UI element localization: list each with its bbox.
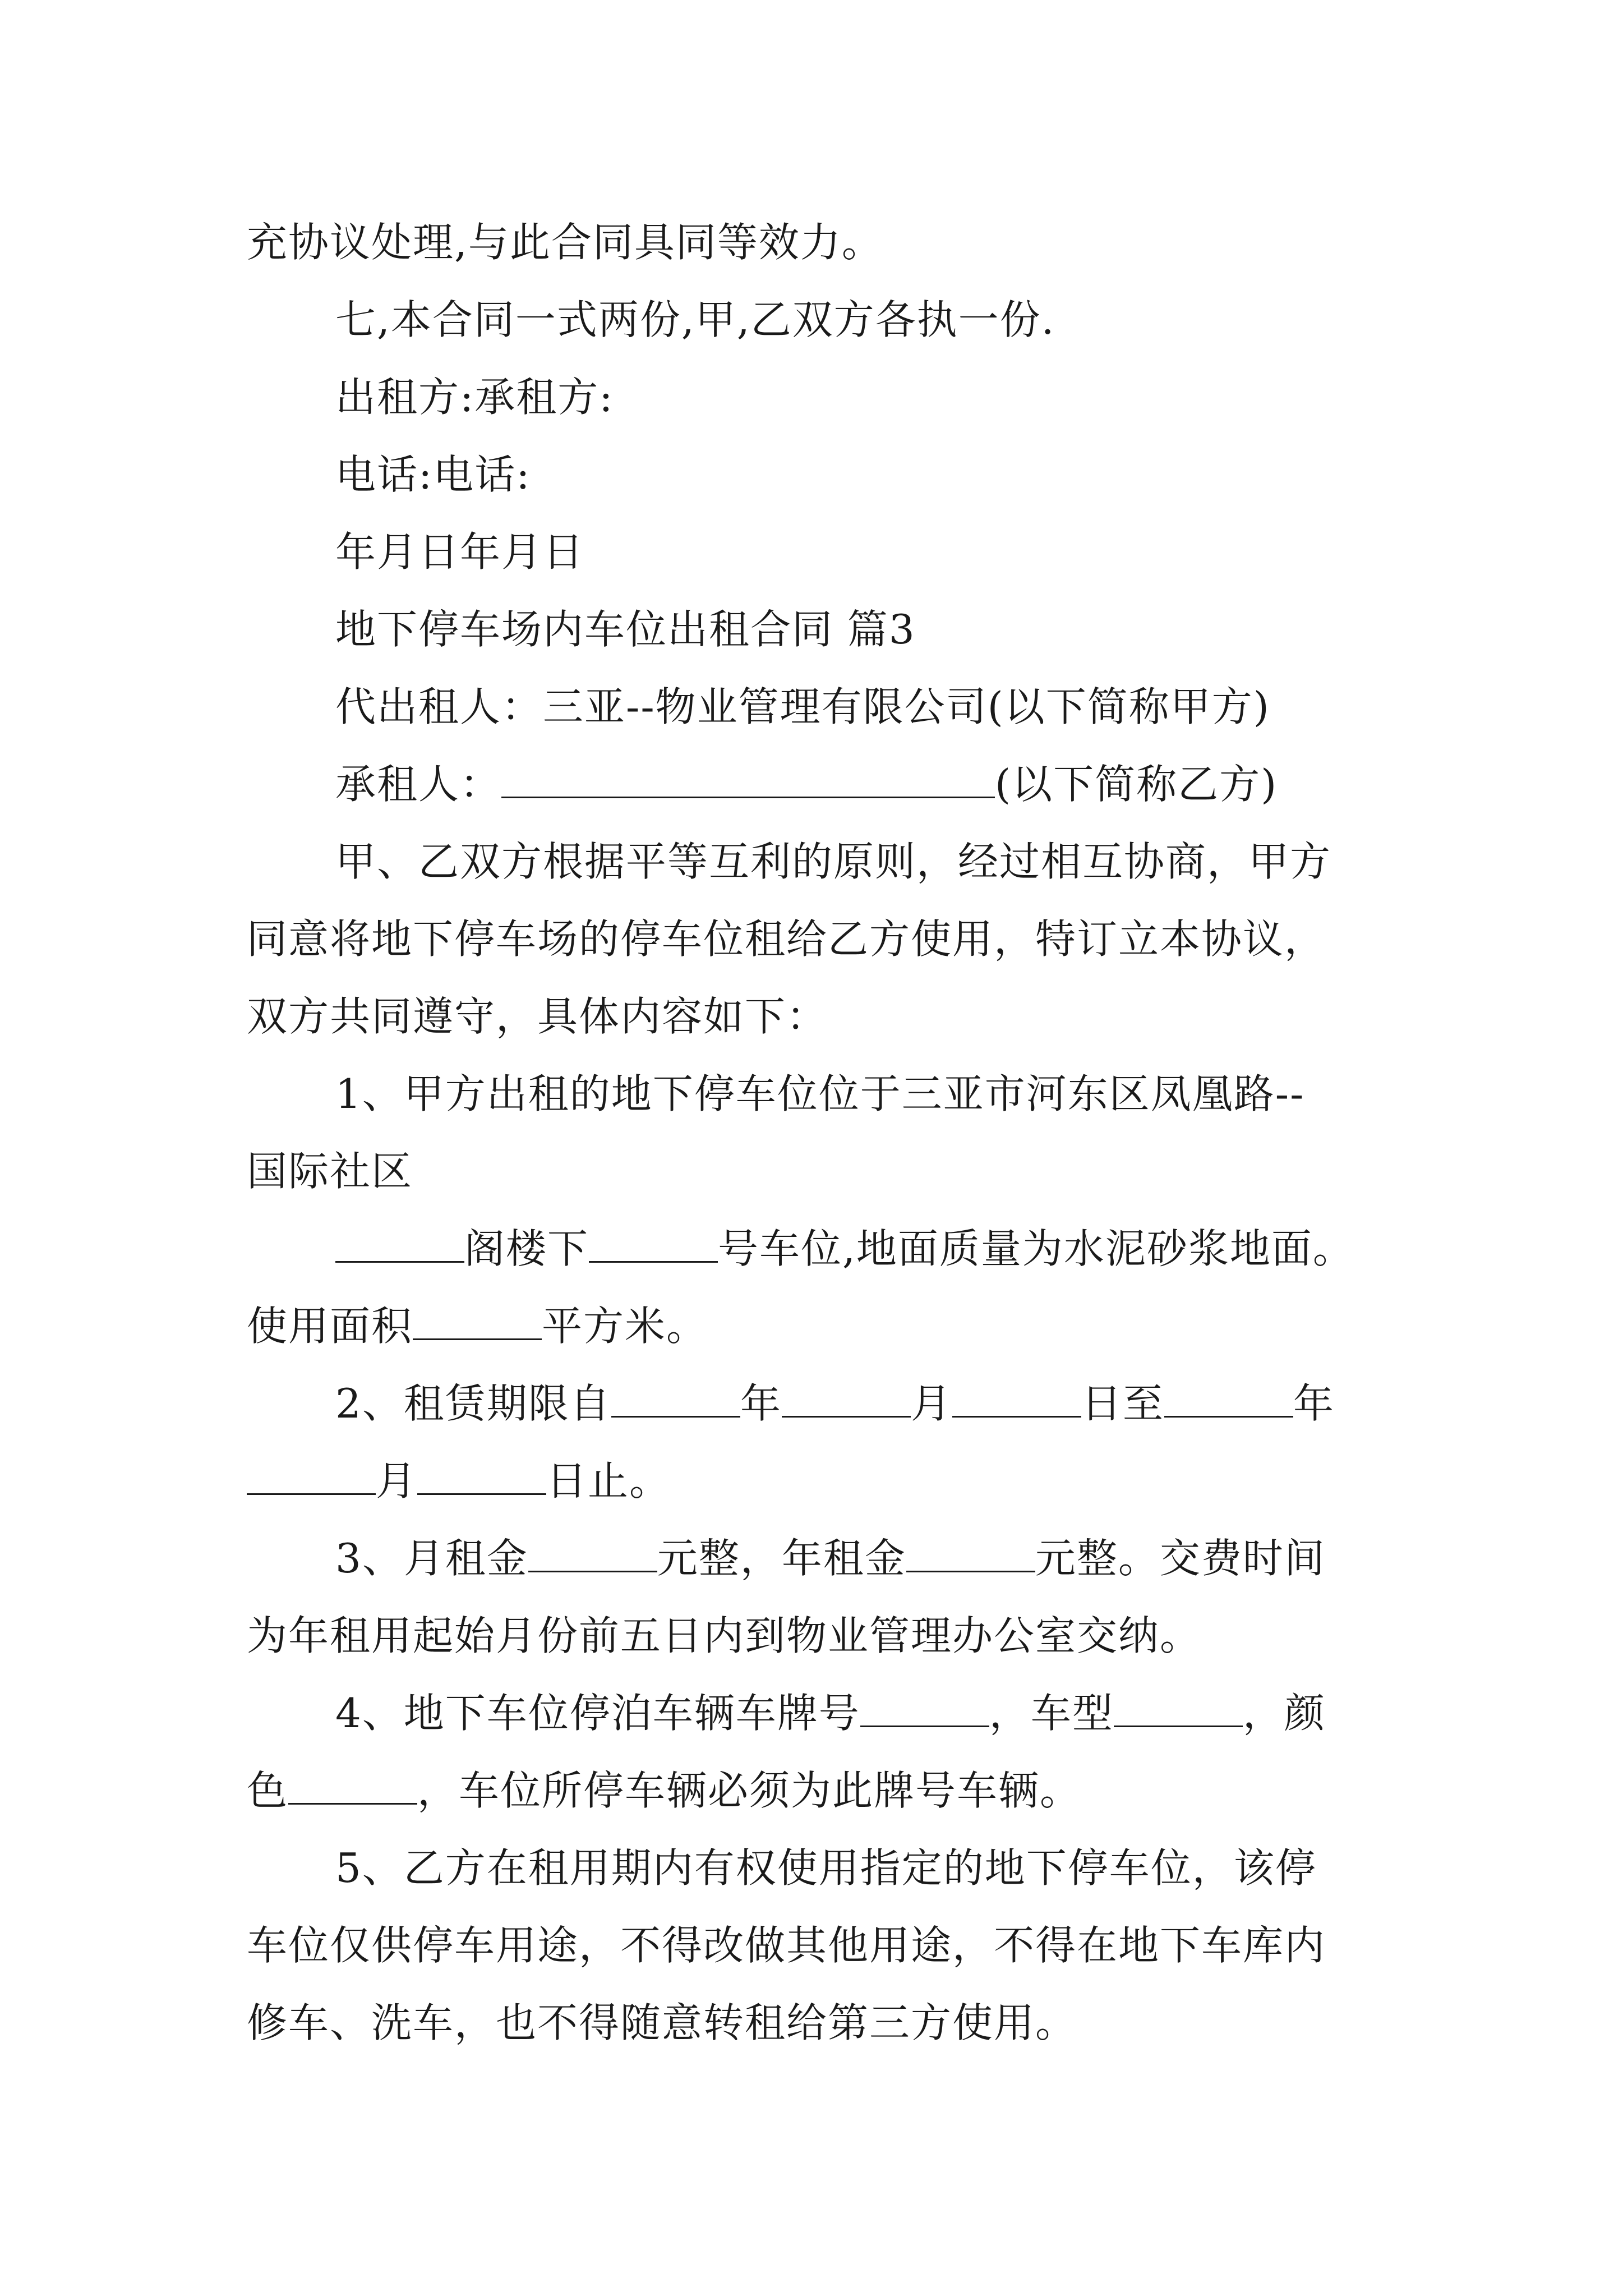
blank-underline [247,1458,376,1495]
blank-underline [906,1536,1035,1572]
text-line-13 [247,1138,1402,1205]
text: 七,本合同一式两份,甲,乙双方各执一份. [335,296,1055,343]
text-line-15 [247,1292,1402,1360]
text-line-8 [335,751,1402,818]
blank-underline [589,1226,718,1263]
text: 5、乙方在租用期内有权使用指定的地下停车位，该停 [335,1844,1317,1892]
blank-underline [860,1691,989,1727]
text-line-10 [247,905,1402,973]
text: 月 [376,1457,418,1504]
text: 充协议处理,与此合同具同等效力。 [247,219,883,266]
text: 日至 [1081,1380,1164,1427]
blank-underline [782,1381,911,1418]
text-line-3 [335,364,1402,431]
text-line-22 [335,1834,1402,1902]
blank-underline [1164,1381,1293,1418]
text: (以下简称乙方) [995,761,1278,808]
text: 使用面积 [247,1303,413,1350]
text: 承租人： [335,761,502,808]
blank-underline [288,1768,417,1805]
text: 3、月租金 [335,1535,528,1582]
text: 色 [247,1767,289,1814]
blank-underline [952,1381,1081,1418]
text-line-20 [335,1680,1402,1747]
text-line-9 [335,828,1402,895]
text-line-2 [335,286,1402,353]
text: ，颜 [1242,1690,1326,1737]
text: 4、地下车位停泊车辆车牌号 [335,1690,860,1737]
text: 车位仅供停车用途，不得改做其他用途，不得在地下车库内 [247,1922,1326,1969]
text-line-21 [247,1757,1402,1824]
text: 号车位,地面质量为水泥砂浆地面。 [718,1225,1354,1272]
blank-underline [335,1226,464,1263]
text: 平方米。 [542,1303,708,1350]
blank-underline [501,762,995,798]
text-line-11 [247,983,1402,1050]
text-line-12 [335,1060,1402,1128]
text: 2、租赁期限自 [335,1380,611,1427]
section-heading [335,596,1402,663]
text: 阁楼下 [464,1225,589,1272]
text: 代出租人：三亚--物业管理有限公司(以下简称甲方) [335,683,1270,730]
text-line-18 [335,1525,1402,1592]
blank-underline [417,1458,546,1495]
text: 出租方:承租方: [335,374,614,421]
text: 月 [910,1380,952,1427]
text: 元整。交费时间 [1035,1535,1326,1582]
text: 年月日年月日 [335,528,585,576]
text: 年 [1293,1380,1335,1427]
text: 电话:电话: [335,451,531,498]
text-line-19 [247,1602,1402,1669]
text: 日止。 [546,1457,671,1504]
text-line-14 [335,1215,1402,1282]
blank-underline [611,1381,740,1418]
text: 国际社区 [247,1148,413,1195]
text-line-17 [247,1447,1402,1515]
blank-underline [413,1304,542,1340]
blank-underline [528,1536,657,1572]
text: 地下停车场内车位出租合同 篇3 [335,606,916,653]
text: 年 [740,1380,782,1427]
text-line-1 [247,209,1402,276]
text-line-24 [247,1989,1402,2056]
text: 同意将地下停车场的停车位租给乙方使用，特订立本协议， [247,915,1326,963]
blank-underline [1114,1691,1243,1727]
text-line-23 [247,1912,1402,1979]
text-line-4 [335,441,1402,508]
text-line-16 [335,1370,1402,1437]
text: 修车、洗车，也不得随意转租给第三方使用。 [247,1999,1077,2046]
text: 元整，年租金 [657,1535,906,1582]
text: 为年租用起始月份前五日内到物业管理办公室交纳。 [247,1612,1202,1659]
text: 甲、乙双方根据平等互利的原则，经过相互协商，甲方 [335,838,1332,885]
text: 1、甲方出租的地下停车位位于三亚市河东区凤凰路-- [335,1070,1305,1117]
text-line-7 [335,673,1402,740]
text-line-5 [335,518,1402,586]
text: ，车型 [989,1690,1114,1737]
text: ，车位所停车辆必须为此牌号车辆。 [417,1767,1082,1814]
text: 双方共同遵守，具体内容如下： [247,993,828,1040]
